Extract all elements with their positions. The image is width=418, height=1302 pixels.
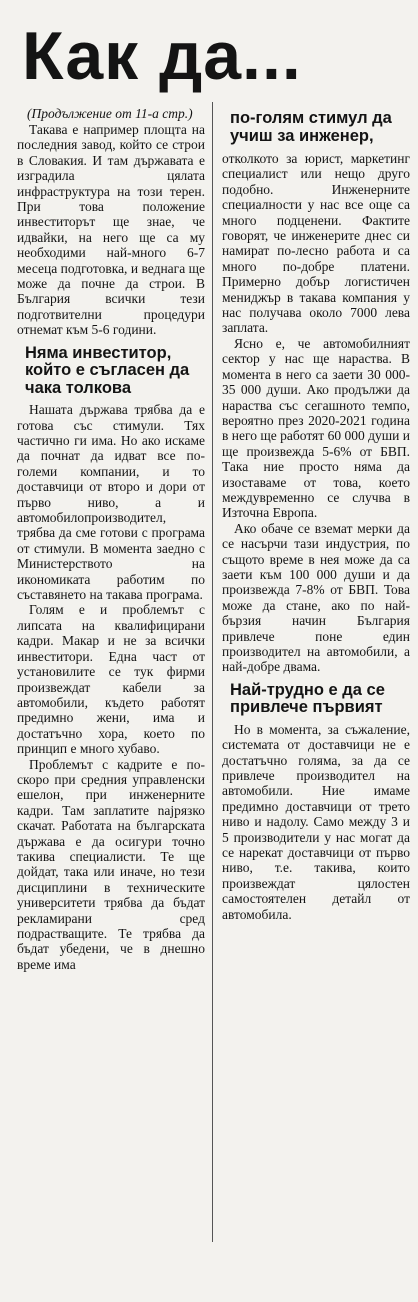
right-column [222,110,410,922]
paragraph-6: Ясно е, че автомобилният сектор у нас ще нараства. В момента в него са заети 30 000-35 000 души. Ако продължи да нараства със сегашното темпо, вероятно през 2020-2021 година в него ще работят 60 000 души и ще произвежда 5-6% от БВП. Така ние просто няма да изоставаме от това, което междувременно се случва в Източна Европа. [222,335,410,521]
paragraph-4: Проблемът с кадрите е по-скоро при средния управленски ешелон, при инженерните кадри. Там заплатите najрязко скачат. Работата на българската държава е да осигури точно такива специалисти. Те ще дойдат, така или иначе, но тези дисциплини в техническите университети трябва да бъдат рекламирани сред подрастващите. Те трябва да бъдат убедени, че в днешно време има [17,756,205,972]
subheading-1: Няма инвеститор, който е съгласен да чака толкова [25,343,190,397]
paragraph-7: Ако обаче се вземат мерки да се насърчи тази индустрия, по същото време в нея може да са заети към 100 000 души и да произвежда 7-8% от БВП. Това може да стане, ако по най-бързия начин България привлече поне един производител на автомобили, а най-добре двама. [222,520,410,675]
continuation-note: (Продължение от 11-а стр.) [27,106,193,121]
paragraph-2: Нашата държава трябва да е готова със стимули. Тях частично ги има. Но ако искаме да почнат да идват все по-големи компании, и то доставчици от второ и дори от първо ниво, а и автомобилопроизводител, трябва да сме готови с програма от стимули. В момента заедно с Министерството на икономиката работим по съставянето на такава програма. [17,402,205,603]
left-column [17,106,205,972]
paragraph-5: отколкото за юрист, маркетинг специалист или нещо друго подобно. Инженерните специалности у нас все още са много подценени. Фактите говорят, че инженерите днес си намират по-лесно работа и са много по-добре платени. Примерно добър логистичен мениджър в такава компания у нас получава около 7000 лева заплата. [222,151,410,336]
subheading-2: по-голям стимул да учиш за инженер, [230,109,392,145]
article-headline: Как да... [22,18,302,94]
paragraph-1: Такава е например площта на последния завод, който се строи в Словакия. И там държавата е изградила цялата инфраструктура на този терен. При това положение инвеститорът ще знае, че идвайки, на него ще са му необходими най-много 6-7 месеца подготовка, и веднага ще може да почне да строи. В България всички тези подготвителни процедури отнемат към 5-6 години. [17,122,205,338]
paragraph-3: Голям е и проблемът с липсата на квалифицирани кадри. Макар и не за всички инвеститори. Една част от установилите се тук фирми произвеждат кабели за автомобили, където работят предимно жени, има и достатъчно хора, което по принцип е много хубаво. [17,602,205,757]
column-divider [212,102,213,1242]
subheading-3: Най-трудно е да се привлече първият [230,680,385,717]
paragraph-8: Но в момента, за съжаление, системата от доставчици не е достатъчно голяма, за да се привлече производител на автомобили. Ние имаме предимно доставчици от трето ниво и надолу. Само между 3 и 5 производители у нас могат да се нарекат доставчици от първо ниво, т.е. такива, които произвеждат цялостен самостоятелен детайл от автомобила. [222,721,410,922]
